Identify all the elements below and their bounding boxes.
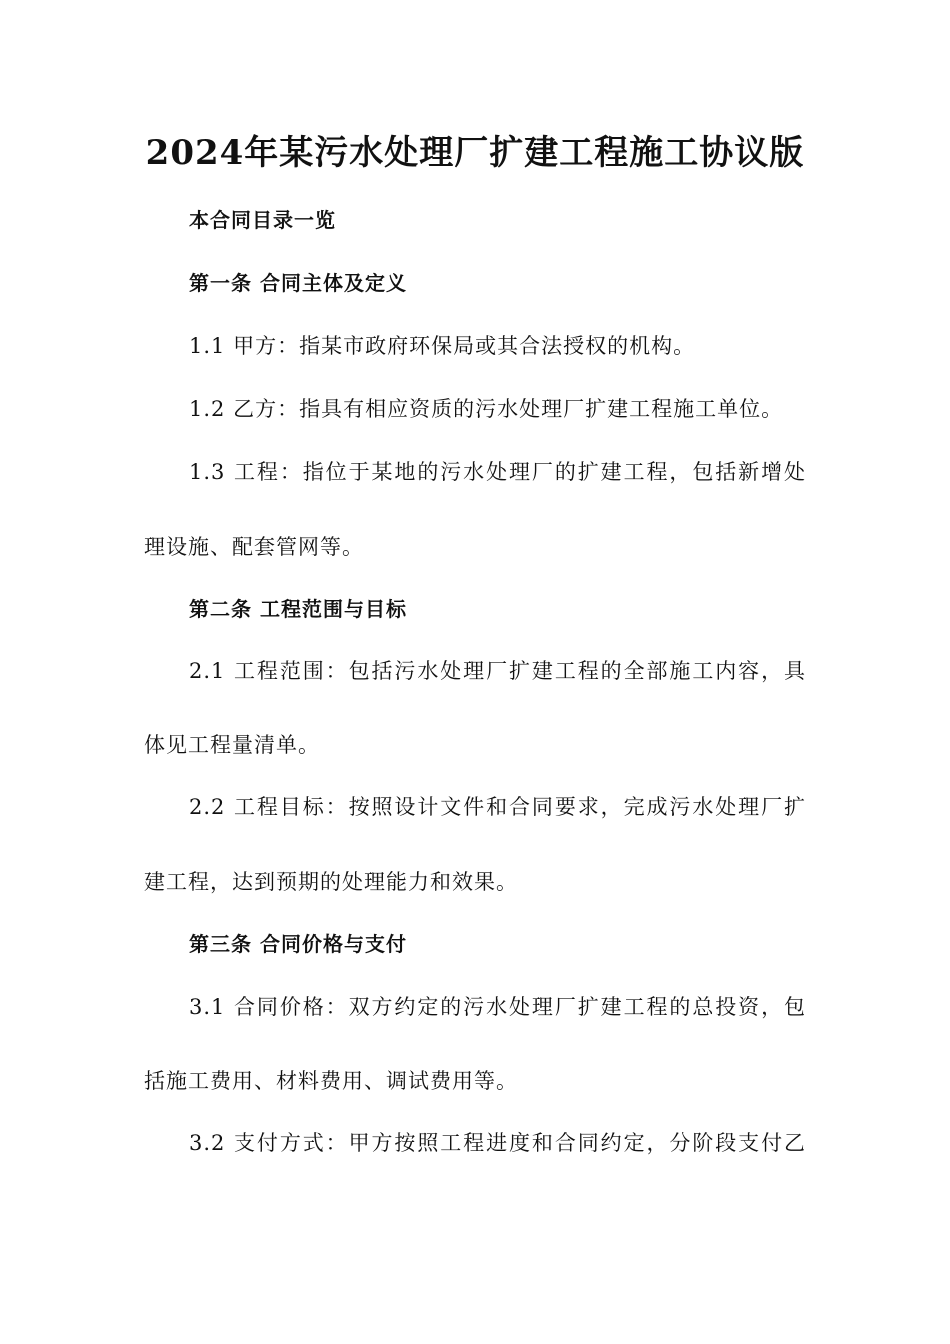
clause-1-1: 1.1 甲方：指某市政府环保局或其合法授权的机构。	[189, 334, 696, 358]
clause-3-2-line1: 3.2 支付方式：甲方按照工程进度和合同约定，分阶段支付乙	[189, 1131, 806, 1155]
article2-heading: 第二条 工程范围与目标	[189, 597, 407, 621]
article1-heading: 第一条 合同主体及定义	[189, 271, 407, 295]
clause-1-2: 1.2 乙方：指具有相应资质的污水处理厂扩建工程施工单位。	[189, 397, 784, 421]
clause-1-3-line2: 理设施、配套管网等。	[144, 535, 364, 559]
clause-2-2-line2: 建工程，达到预期的处理能力和效果。	[144, 870, 518, 894]
clause-2-1-line1: 2.1 工程范围：包括污水处理厂扩建工程的全部施工内容，具	[189, 659, 806, 683]
clause-2-1-line2: 体见工程量清单。	[144, 733, 320, 757]
toc-heading: 本合同目录一览	[189, 208, 336, 232]
clause-1-3-line1: 1.3 工程：指位于某地的污水处理厂的扩建工程，包括新增处	[189, 460, 806, 484]
clause-3-1-line2: 括施工费用、材料费用、调试费用等。	[144, 1069, 518, 1093]
article3-heading: 第三条 合同价格与支付	[189, 932, 407, 956]
document-title: 2024年某污水处理厂扩建工程施工协议版	[145, 133, 805, 173]
clause-2-2-line1: 2.2 工程目标：按照设计文件和合同要求，完成污水处理厂扩	[189, 795, 806, 819]
clause-3-1-line1: 3.1 合同价格：双方约定的污水处理厂扩建工程的总投资，包	[189, 995, 806, 1019]
